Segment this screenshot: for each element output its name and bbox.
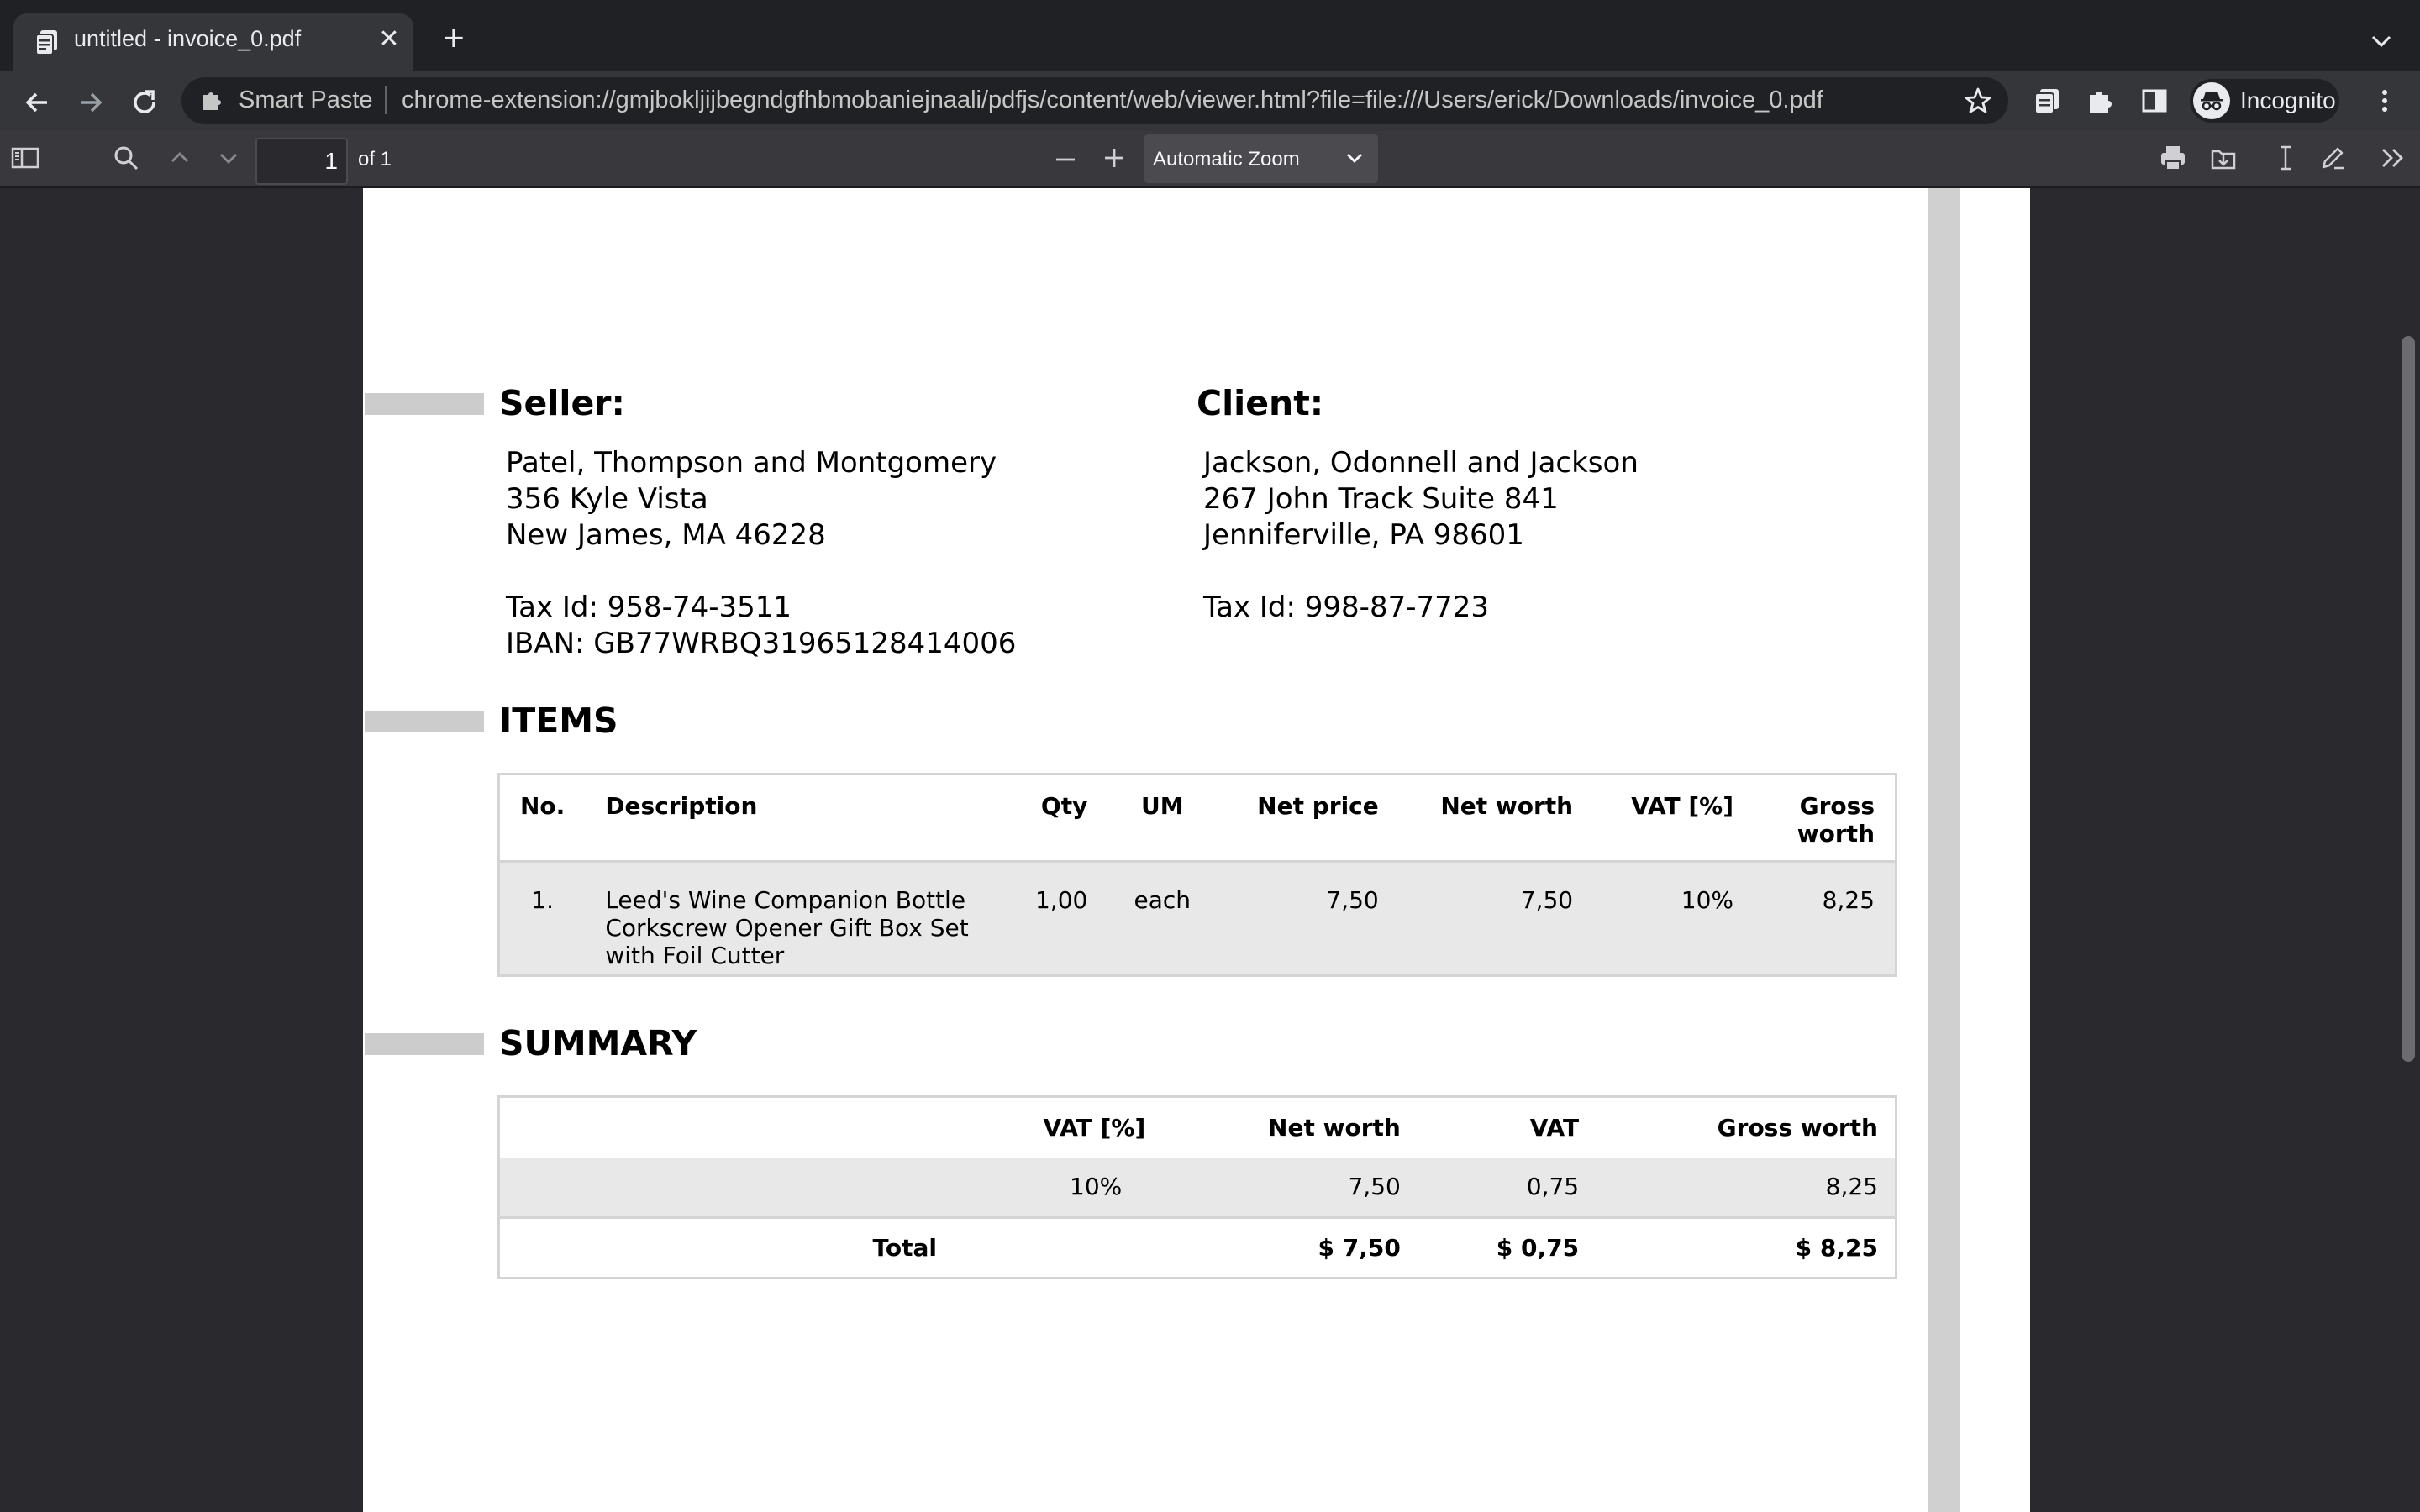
item-gross-worth: 8,25: [1822, 886, 1875, 914]
close-tab-icon[interactable]: ✕: [378, 25, 400, 53]
col-net-price: Net price: [1257, 792, 1379, 820]
tab-search-chevron-icon[interactable]: [2366, 29, 2396, 54]
text-cursor-icon[interactable]: [2270, 143, 2301, 173]
summary-net-worth: 7,50: [1348, 1173, 1401, 1201]
item-vat: 10%: [1681, 886, 1733, 914]
print-icon[interactable]: [2158, 143, 2188, 173]
incognito-icon: [2193, 82, 2230, 119]
item-net-price: 7,50: [1326, 886, 1379, 914]
next-page-icon[interactable]: [213, 143, 244, 173]
scrollbar-thumb[interactable]: [2402, 336, 2415, 1062]
items-table: [497, 773, 1897, 977]
extensions-puzzle-icon[interactable]: [2086, 86, 2116, 116]
total-vat: $ 0,75: [1496, 1234, 1580, 1262]
tab-title: untitled - invoice_0.pdf: [74, 26, 302, 51]
section-bar: [365, 1033, 484, 1055]
item-no: 1.: [531, 886, 555, 914]
summary-vat: 0,75: [1526, 1173, 1580, 1201]
summary-blank-cell: [499, 1158, 955, 1218]
forward-arrow-icon[interactable]: [72, 84, 109, 121]
items-header-row: [499, 774, 1897, 862]
total-gross-worth: $ 8,25: [1795, 1234, 1878, 1262]
item-um: each: [1134, 886, 1192, 914]
kebab-menu-icon[interactable]: [2370, 86, 2400, 116]
table-row: [499, 862, 1897, 976]
seller-address: Patel, Thompson and Montgomery 356 Kyle Vista New James, MA 46228 Tax Id: 958-74-3511 IBAN: GB77WRBQ31965128414006: [506, 446, 1017, 660]
section-bar: [365, 393, 484, 415]
col-qty: Qty: [1040, 792, 1088, 820]
chevron-down-icon: [1343, 146, 1366, 170]
col-net-worth: Net worth: [1440, 792, 1574, 820]
item-qty: 1,00: [1035, 886, 1088, 914]
summary-heading: SUMMARY: [499, 1023, 697, 1063]
col-description: Description: [605, 792, 758, 820]
viewer-margin: [2030, 188, 2396, 1512]
sidebar-toggle-icon[interactable]: [10, 143, 40, 173]
client-heading: Client:: [1197, 383, 1324, 423]
col-um: UM: [1140, 792, 1184, 820]
smart-paste-chip-label[interactable]: Smart Paste: [239, 87, 373, 113]
find-search-icon[interactable]: [111, 143, 141, 173]
url-text[interactable]: chrome-extension://gmjbokljijbegndgfhbmobaniejnaali/pdfjs/content/web/viewer.html?file=file:///Users/erick/Downloads/invoice_0.pdf: [402, 87, 1823, 113]
section-bar: [365, 711, 484, 732]
item-description: Leed's Wine Companion Bottle Corkscrew Opener Gift Box Set with Foil Cutter: [605, 886, 969, 969]
table-row: [499, 1158, 1897, 1218]
side-panel-icon[interactable]: [2139, 86, 2170, 116]
summary-col-net-worth: Net worth: [1268, 1113, 1401, 1142]
page-count-label: of 1: [358, 148, 392, 171]
client-address: Jackson, Odonnell and Jackson 267 John Track Suite 841 Jenniferville, PA 98601 Tax Id: 998-87-7723: [1203, 446, 1639, 624]
summary-col-vat-pct: VAT [%]: [1043, 1113, 1146, 1142]
item-net-worth: 7,50: [1520, 886, 1574, 914]
puzzle-piece-icon[interactable]: [200, 87, 225, 113]
pdf-file-icon: [34, 29, 60, 55]
incognito-label: Incognito: [2240, 87, 2336, 113]
bookmark-star-icon[interactable]: [1963, 86, 1993, 116]
summary-table: [497, 1095, 1897, 1279]
col-gross-worth: Gross worth: [1797, 792, 1875, 848]
summary-header-row: [499, 1097, 1897, 1158]
col-no: No.: [520, 792, 566, 820]
previous-page-icon[interactable]: [165, 143, 195, 173]
summary-vat-pct: 10%: [1070, 1173, 1123, 1201]
seller-heading: Seller:: [499, 383, 625, 423]
extension-copy-icon[interactable]: [2032, 86, 2062, 116]
download-icon[interactable]: [2208, 143, 2238, 173]
zoom-out-icon[interactable]: [1050, 143, 1081, 173]
draw-pen-icon[interactable]: [2317, 143, 2348, 173]
summary-blank-cell: [499, 1097, 955, 1158]
col-vat: VAT [%]: [1631, 792, 1733, 820]
zoom-select-value: Automatic Zoom: [1153, 148, 1300, 171]
total-net-worth: $ 7,50: [1318, 1234, 1401, 1262]
zoom-in-icon[interactable]: [1099, 143, 1129, 173]
summary-gross-worth: 8,25: [1825, 1173, 1878, 1201]
total-label: Total: [872, 1234, 937, 1262]
page-edge-strip: [1928, 188, 1960, 1512]
summary-blank-cell: [954, 1218, 1162, 1278]
page-number-input[interactable]: [255, 138, 348, 185]
summary-col-gross-worth: Gross worth: [1717, 1113, 1878, 1142]
chip-divider: [385, 86, 387, 114]
summary-col-vat: VAT: [1529, 1113, 1580, 1142]
reload-icon[interactable]: [126, 84, 163, 121]
new-tab-icon[interactable]: +: [443, 18, 465, 59]
tools-menu-double-chevron-icon[interactable]: [2378, 143, 2408, 173]
items-heading: ITEMS: [499, 701, 618, 741]
back-arrow-icon[interactable]: [18, 84, 55, 121]
summary-total-row: [499, 1218, 1897, 1278]
